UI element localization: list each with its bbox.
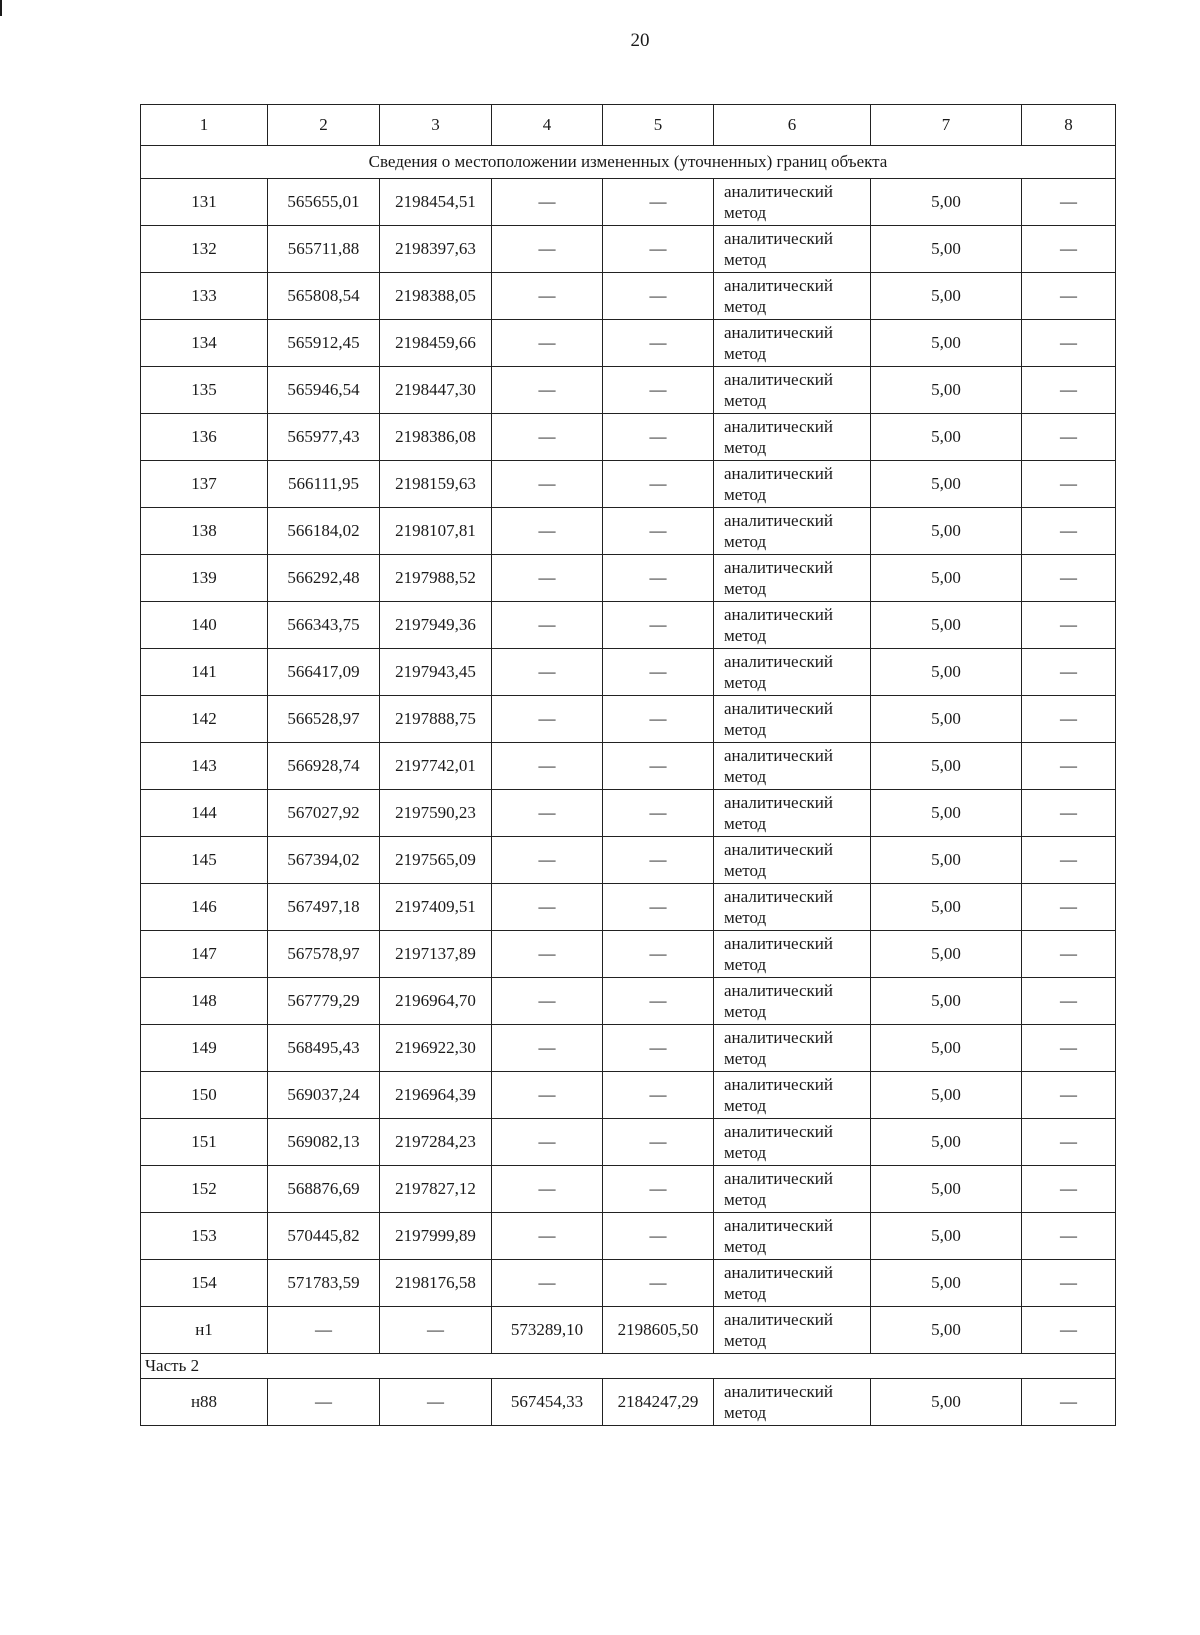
description-cell: —: [1022, 508, 1116, 555]
x-existing-cell: 567779,29: [268, 978, 380, 1025]
method-cell: аналитический метод: [714, 226, 871, 273]
method-cell: аналитический метод: [714, 414, 871, 461]
description-cell: —: [1022, 273, 1116, 320]
x-new-cell: —: [492, 602, 603, 649]
x-existing-cell: 567027,92: [268, 790, 380, 837]
table-row: [141, 461, 1116, 508]
table-row: [141, 602, 1116, 649]
method-cell: аналитический метод: [714, 1119, 871, 1166]
x-new-cell: —: [492, 320, 603, 367]
description-cell: —: [1022, 1213, 1116, 1260]
accuracy-cell: 5,00: [871, 461, 1022, 508]
y-new-cell: —: [603, 1260, 714, 1307]
point-number-cell: 145: [141, 837, 268, 884]
y-existing-cell: 2197827,12: [380, 1166, 492, 1213]
method-cell: аналитический метод: [714, 179, 871, 226]
x-existing-cell: 566928,74: [268, 743, 380, 790]
part-label-row: [141, 1354, 1116, 1379]
x-existing-cell: 567394,02: [268, 837, 380, 884]
point-number-cell: 140: [141, 602, 268, 649]
description-cell: —: [1022, 1307, 1116, 1354]
x-existing-cell: 571783,59: [268, 1260, 380, 1307]
point-number-cell: 149: [141, 1025, 268, 1072]
y-new-cell: —: [603, 508, 714, 555]
x-new-cell: —: [492, 931, 603, 978]
point-number-cell: 154: [141, 1260, 268, 1307]
column-header: 2: [268, 105, 380, 146]
point-number-cell: 150: [141, 1072, 268, 1119]
description-cell: —: [1022, 179, 1116, 226]
y-new-cell: —: [603, 884, 714, 931]
y-existing-cell: 2198397,63: [380, 226, 492, 273]
y-new-cell: —: [603, 790, 714, 837]
method-cell: аналитический метод: [714, 461, 871, 508]
y-new-cell: —: [603, 978, 714, 1025]
column-header: 6: [714, 105, 871, 146]
accuracy-cell: 5,00: [871, 1072, 1022, 1119]
accuracy-cell: 5,00: [871, 696, 1022, 743]
column-header-row: [141, 105, 1116, 146]
point-number-cell: 147: [141, 931, 268, 978]
y-existing-cell: 2197565,09: [380, 837, 492, 884]
y-new-cell: —: [603, 320, 714, 367]
y-new-cell: —: [603, 602, 714, 649]
x-new-cell: —: [492, 367, 603, 414]
y-new-cell: —: [603, 931, 714, 978]
accuracy-cell: 5,00: [871, 790, 1022, 837]
y-new-cell: —: [603, 414, 714, 461]
point-number-cell: 135: [141, 367, 268, 414]
y-existing-cell: 2197943,45: [380, 649, 492, 696]
point-number-cell: 132: [141, 226, 268, 273]
table-row: [141, 179, 1116, 226]
table-row: [141, 1166, 1116, 1213]
accuracy-cell: 5,00: [871, 1379, 1022, 1426]
x-new-cell: —: [492, 837, 603, 884]
description-cell: —: [1022, 1166, 1116, 1213]
y-existing-cell: 2198159,63: [380, 461, 492, 508]
x-existing-cell: 565711,88: [268, 226, 380, 273]
boundary-coordinates-table: [140, 104, 1116, 1426]
x-existing-cell: 566417,09: [268, 649, 380, 696]
accuracy-cell: 5,00: [871, 837, 1022, 884]
description-cell: —: [1022, 320, 1116, 367]
description-cell: —: [1022, 1379, 1116, 1426]
table-row: [141, 1379, 1116, 1426]
point-number-cell: 151: [141, 1119, 268, 1166]
x-new-cell: 567454,33: [492, 1379, 603, 1426]
y-existing-cell: 2197284,23: [380, 1119, 492, 1166]
y-existing-cell: 2197742,01: [380, 743, 492, 790]
table-row: [141, 649, 1116, 696]
table-row: [141, 931, 1116, 978]
x-new-cell: —: [492, 414, 603, 461]
y-existing-cell: —: [380, 1379, 492, 1426]
y-existing-cell: 2198386,08: [380, 414, 492, 461]
x-new-cell: —: [492, 978, 603, 1025]
method-cell: аналитический метод: [714, 602, 871, 649]
y-existing-cell: —: [380, 1307, 492, 1354]
x-new-cell: —: [492, 226, 603, 273]
y-new-cell: 2198605,50: [603, 1307, 714, 1354]
column-header: 8: [1022, 105, 1116, 146]
x-existing-cell: 566528,97: [268, 696, 380, 743]
accuracy-cell: 5,00: [871, 1119, 1022, 1166]
point-number-cell: 134: [141, 320, 268, 367]
column-header: 3: [380, 105, 492, 146]
point-number-cell: 143: [141, 743, 268, 790]
table-row: [141, 508, 1116, 555]
y-existing-cell: 2196964,70: [380, 978, 492, 1025]
table-row: [141, 978, 1116, 1025]
accuracy-cell: 5,00: [871, 978, 1022, 1025]
description-cell: —: [1022, 696, 1116, 743]
method-cell: аналитический метод: [714, 1307, 871, 1354]
description-cell: —: [1022, 931, 1116, 978]
description-cell: —: [1022, 884, 1116, 931]
y-existing-cell: 2198447,30: [380, 367, 492, 414]
accuracy-cell: 5,00: [871, 1307, 1022, 1354]
method-cell: аналитический метод: [714, 696, 871, 743]
x-new-cell: —: [492, 461, 603, 508]
y-existing-cell: 2197949,36: [380, 602, 492, 649]
x-existing-cell: 568876,69: [268, 1166, 380, 1213]
y-existing-cell: 2198454,51: [380, 179, 492, 226]
y-existing-cell: 2197137,89: [380, 931, 492, 978]
point-number-cell: 131: [141, 179, 268, 226]
method-cell: аналитический метод: [714, 367, 871, 414]
y-existing-cell: 2198459,66: [380, 320, 492, 367]
table-row: [141, 1213, 1116, 1260]
method-cell: аналитический метод: [714, 1260, 871, 1307]
description-cell: —: [1022, 790, 1116, 837]
point-number-cell: 138: [141, 508, 268, 555]
x-new-cell: —: [492, 1119, 603, 1166]
accuracy-cell: 5,00: [871, 743, 1022, 790]
x-new-cell: —: [492, 1213, 603, 1260]
x-new-cell: —: [492, 743, 603, 790]
table-row: [141, 884, 1116, 931]
x-existing-cell: 568495,43: [268, 1025, 380, 1072]
accuracy-cell: 5,00: [871, 1025, 1022, 1072]
x-existing-cell: 566184,02: [268, 508, 380, 555]
description-cell: —: [1022, 414, 1116, 461]
point-number-cell: 142: [141, 696, 268, 743]
x-existing-cell: 570445,82: [268, 1213, 380, 1260]
table-row: [141, 226, 1116, 273]
page-number: 20: [630, 30, 650, 51]
y-existing-cell: 2197999,89: [380, 1213, 492, 1260]
method-cell: аналитический метод: [714, 931, 871, 978]
table-row: [141, 837, 1116, 884]
accuracy-cell: 5,00: [871, 884, 1022, 931]
y-new-cell: —: [603, 649, 714, 696]
accuracy-cell: 5,00: [871, 179, 1022, 226]
y-new-cell: —: [603, 1119, 714, 1166]
table-row: [141, 1260, 1116, 1307]
table-row: [141, 790, 1116, 837]
description-cell: —: [1022, 602, 1116, 649]
y-existing-cell: 2197409,51: [380, 884, 492, 931]
accuracy-cell: 5,00: [871, 414, 1022, 461]
section-title: Сведения о местоположении измененных (уточненных) границ объекта: [141, 146, 1116, 179]
description-cell: —: [1022, 978, 1116, 1025]
table-row: [141, 414, 1116, 461]
method-cell: аналитический метод: [714, 1213, 871, 1260]
x-existing-cell: 565946,54: [268, 367, 380, 414]
accuracy-cell: 5,00: [871, 1166, 1022, 1213]
column-header: 5: [603, 105, 714, 146]
column-header: 1: [141, 105, 268, 146]
method-cell: аналитический метод: [714, 273, 871, 320]
x-existing-cell: 566111,95: [268, 461, 380, 508]
x-new-cell: —: [492, 1072, 603, 1119]
point-number-cell: 137: [141, 461, 268, 508]
y-new-cell: —: [603, 1072, 714, 1119]
accuracy-cell: 5,00: [871, 508, 1022, 555]
column-header: 4: [492, 105, 603, 146]
x-existing-cell: 567578,97: [268, 931, 380, 978]
table-row: [141, 273, 1116, 320]
point-number-cell: н88: [141, 1379, 268, 1426]
description-cell: —: [1022, 367, 1116, 414]
part-label: Часть 2: [141, 1354, 1116, 1379]
point-number-cell: 146: [141, 884, 268, 931]
accuracy-cell: 5,00: [871, 1213, 1022, 1260]
method-cell: аналитический метод: [714, 320, 871, 367]
x-existing-cell: 566343,75: [268, 602, 380, 649]
accuracy-cell: 5,00: [871, 649, 1022, 696]
y-new-cell: —: [603, 555, 714, 602]
y-new-cell: —: [603, 367, 714, 414]
description-cell: —: [1022, 555, 1116, 602]
x-new-cell: —: [492, 1025, 603, 1072]
x-new-cell: —: [492, 696, 603, 743]
x-existing-cell: 569037,24: [268, 1072, 380, 1119]
description-cell: —: [1022, 743, 1116, 790]
method-cell: аналитический метод: [714, 1379, 871, 1426]
table-row: [141, 367, 1116, 414]
accuracy-cell: 5,00: [871, 931, 1022, 978]
description-cell: —: [1022, 1072, 1116, 1119]
table-row: [141, 1307, 1116, 1354]
x-new-cell: —: [492, 555, 603, 602]
y-existing-cell: 2198107,81: [380, 508, 492, 555]
y-existing-cell: 2197590,23: [380, 790, 492, 837]
accuracy-cell: 5,00: [871, 555, 1022, 602]
description-cell: —: [1022, 1260, 1116, 1307]
method-cell: аналитический метод: [714, 1025, 871, 1072]
accuracy-cell: 5,00: [871, 273, 1022, 320]
method-cell: аналитический метод: [714, 837, 871, 884]
y-new-cell: —: [603, 273, 714, 320]
description-cell: —: [1022, 226, 1116, 273]
method-cell: аналитический метод: [714, 508, 871, 555]
y-new-cell: —: [603, 226, 714, 273]
method-cell: аналитический метод: [714, 1072, 871, 1119]
scan-edge-mark: [0, 0, 2, 16]
description-cell: —: [1022, 461, 1116, 508]
y-new-cell: —: [603, 179, 714, 226]
description-cell: —: [1022, 1119, 1116, 1166]
method-cell: аналитический метод: [714, 1166, 871, 1213]
y-existing-cell: 2196922,30: [380, 1025, 492, 1072]
table-body: [141, 105, 1116, 1426]
section-title-row: [141, 146, 1116, 179]
x-existing-cell: 569082,13: [268, 1119, 380, 1166]
x-existing-cell: 565655,01: [268, 179, 380, 226]
y-new-cell: —: [603, 1213, 714, 1260]
point-number-cell: 152: [141, 1166, 268, 1213]
method-cell: аналитический метод: [714, 555, 871, 602]
x-new-cell: —: [492, 1260, 603, 1307]
description-cell: —: [1022, 837, 1116, 884]
method-cell: аналитический метод: [714, 743, 871, 790]
y-new-cell: —: [603, 743, 714, 790]
y-existing-cell: 2196964,39: [380, 1072, 492, 1119]
point-number-cell: 139: [141, 555, 268, 602]
y-new-cell: 2184247,29: [603, 1379, 714, 1426]
accuracy-cell: 5,00: [871, 226, 1022, 273]
x-new-cell: —: [492, 1166, 603, 1213]
point-number-cell: 133: [141, 273, 268, 320]
table-row: [141, 555, 1116, 602]
y-new-cell: —: [603, 1166, 714, 1213]
description-cell: —: [1022, 1025, 1116, 1072]
y-new-cell: —: [603, 696, 714, 743]
y-new-cell: —: [603, 1025, 714, 1072]
accuracy-cell: 5,00: [871, 320, 1022, 367]
table-row: [141, 1119, 1116, 1166]
point-number-cell: 136: [141, 414, 268, 461]
point-number-cell: 148: [141, 978, 268, 1025]
y-new-cell: —: [603, 837, 714, 884]
description-cell: —: [1022, 649, 1116, 696]
x-existing-cell: 566292,48: [268, 555, 380, 602]
accuracy-cell: 5,00: [871, 602, 1022, 649]
x-existing-cell: 565977,43: [268, 414, 380, 461]
y-existing-cell: 2198388,05: [380, 273, 492, 320]
point-number-cell: 144: [141, 790, 268, 837]
y-existing-cell: 2197888,75: [380, 696, 492, 743]
point-number-cell: 141: [141, 649, 268, 696]
x-existing-cell: 565808,54: [268, 273, 380, 320]
x-new-cell: —: [492, 179, 603, 226]
method-cell: аналитический метод: [714, 649, 871, 696]
y-existing-cell: 2198176,58: [380, 1260, 492, 1307]
method-cell: аналитический метод: [714, 978, 871, 1025]
column-header: 7: [871, 105, 1022, 146]
x-new-cell: —: [492, 790, 603, 837]
method-cell: аналитический метод: [714, 884, 871, 931]
x-existing-cell: 567497,18: [268, 884, 380, 931]
table-row: [141, 1072, 1116, 1119]
x-new-cell: 573289,10: [492, 1307, 603, 1354]
table-row: [141, 1025, 1116, 1072]
y-new-cell: —: [603, 461, 714, 508]
x-new-cell: —: [492, 649, 603, 696]
point-number-cell: н1: [141, 1307, 268, 1354]
method-cell: аналитический метод: [714, 790, 871, 837]
table-row: [141, 743, 1116, 790]
table-row: [141, 320, 1116, 367]
x-existing-cell: 565912,45: [268, 320, 380, 367]
table-row: [141, 696, 1116, 743]
x-new-cell: —: [492, 884, 603, 931]
x-existing-cell: —: [268, 1307, 380, 1354]
accuracy-cell: 5,00: [871, 1260, 1022, 1307]
y-existing-cell: 2197988,52: [380, 555, 492, 602]
x-new-cell: —: [492, 508, 603, 555]
accuracy-cell: 5,00: [871, 367, 1022, 414]
x-new-cell: —: [492, 273, 603, 320]
x-existing-cell: —: [268, 1379, 380, 1426]
point-number-cell: 153: [141, 1213, 268, 1260]
